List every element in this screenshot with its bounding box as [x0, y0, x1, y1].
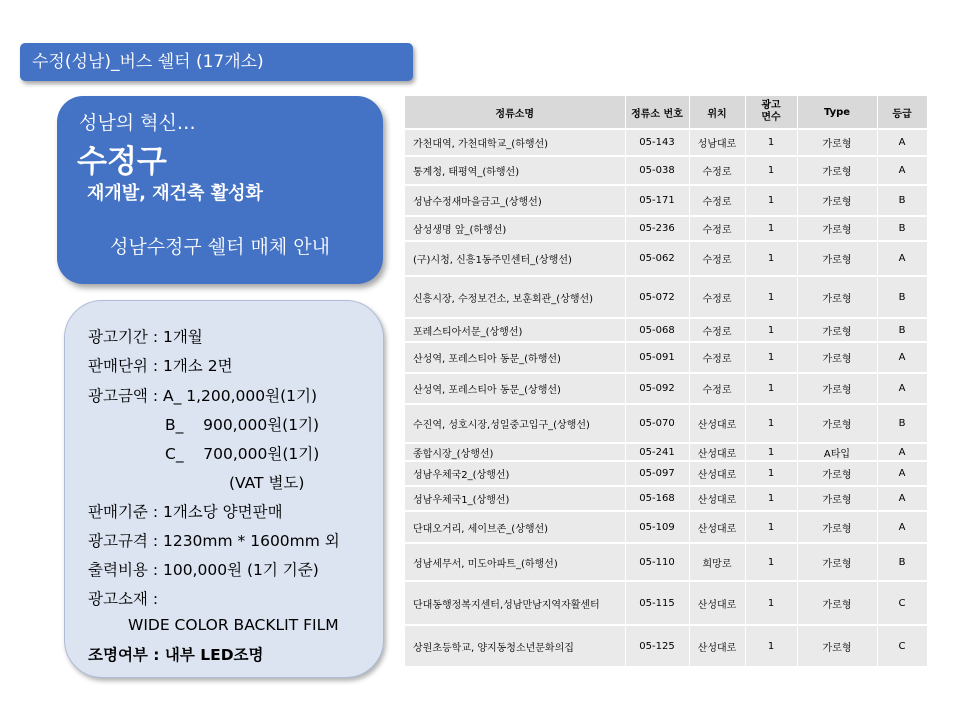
print-cost: 출력비용 : 100,000원 (1기 기준) [88, 561, 319, 579]
cell-stop-number: 05-070 [625, 404, 689, 443]
sale-standard: 판매기준 : 1개소당 양면판매 [88, 503, 283, 521]
cell-grade: B [877, 185, 927, 216]
cell-stop-name: 신흥시장, 수정보건소, 보훈회관_(상행선) [405, 276, 625, 318]
cell-stop-name: 종합시장_(상행선) [405, 443, 625, 461]
cell-location: 수정로 [689, 342, 745, 373]
cell-stop-name: 성남수정새마을금고_(상행선) [405, 185, 625, 216]
cell-type: 가로형 [797, 241, 877, 276]
header-stop-number: 정류소 번호 [625, 96, 689, 129]
page-title: 수정(성남)_버스 쉘터 (17개소) [20, 43, 413, 81]
promo-line-1: 성남의 혁신… [79, 112, 196, 134]
cell-location: 산성대로 [689, 625, 745, 666]
cell-grade: A [877, 486, 927, 511]
cell-faces: 1 [745, 543, 797, 581]
cell-grade: C [877, 625, 927, 666]
cell-stop-number: 05-091 [625, 342, 689, 373]
cell-stop-name: 산성역, 포레스티아 동문_(하행선) [405, 342, 625, 373]
cell-location: 산성대로 [689, 581, 745, 625]
ad-spec: 광고규격 : 1230mm * 1600mm 외 [88, 532, 340, 550]
table-row [405, 216, 927, 241]
cell-stop-number: 05-168 [625, 486, 689, 511]
sale-unit: 판매단위 : 1개소 2면 [88, 357, 233, 375]
cell-location: 수정로 [689, 216, 745, 241]
ad-info-box [64, 300, 384, 678]
table-row [405, 461, 927, 486]
header-grade: 등급 [877, 96, 927, 129]
cell-faces: 1 [745, 318, 797, 342]
cell-stop-name: 통계청, 태평역_(하행선) [405, 156, 625, 185]
cell-stop-number: 05-236 [625, 216, 689, 241]
table-row [405, 581, 927, 625]
cell-faces: 1 [745, 129, 797, 156]
header-location: 위치 [689, 96, 745, 129]
cell-grade: C [877, 581, 927, 625]
cell-type: 가로형 [797, 185, 877, 216]
cell-grade: A [877, 443, 927, 461]
cell-stop-name: 수진역, 성호시장,성일중고입구_(상행선) [405, 404, 625, 443]
table-row [405, 185, 927, 216]
cell-stop-number: 05-092 [625, 373, 689, 404]
promo-line-4: 성남수정구 쉘터 매체 안내 [110, 236, 331, 258]
cell-location: 산성대로 [689, 511, 745, 543]
cell-stop-name: 단대동행정복지센터,성남만남지역자활센터 [405, 581, 625, 625]
cell-stop-number: 05-143 [625, 129, 689, 156]
cell-grade: B [877, 216, 927, 241]
table-row [405, 342, 927, 373]
promo-box [57, 96, 383, 284]
cell-stop-number: 05-125 [625, 625, 689, 666]
table-row [405, 129, 927, 156]
cell-faces: 1 [745, 216, 797, 241]
cell-location: 산성대로 [689, 461, 745, 486]
table-row [405, 318, 927, 342]
cell-grade: A [877, 129, 927, 156]
header-type: Type [797, 96, 877, 129]
cell-faces: 1 [745, 373, 797, 404]
cell-stop-number: 05-097 [625, 461, 689, 486]
cell-stop-number: 05-171 [625, 185, 689, 216]
table-row [405, 276, 927, 318]
header-faces: 광고 면수 [745, 96, 797, 129]
cell-grade: A [877, 511, 927, 543]
cell-type: 가로형 [797, 461, 877, 486]
header-stop-name: 정류소명 [405, 96, 625, 129]
table-row [405, 443, 927, 461]
cell-grade: A [877, 373, 927, 404]
cell-grade: A [877, 342, 927, 373]
cell-location: 수정로 [689, 241, 745, 276]
table-row [405, 373, 927, 404]
cell-faces: 1 [745, 342, 797, 373]
cell-type: 가로형 [797, 129, 877, 156]
cell-stop-name: 성남우체국1_(상행선) [405, 486, 625, 511]
cell-location: 수정로 [689, 276, 745, 318]
cell-type: 가로형 [797, 625, 877, 666]
cell-faces: 1 [745, 185, 797, 216]
cell-faces: 1 [745, 276, 797, 318]
cell-type: 가로형 [797, 318, 877, 342]
cell-type: 가로형 [797, 581, 877, 625]
cell-location: 수정로 [689, 185, 745, 216]
cell-stop-name: 삼성생명 앞_(하행선) [405, 216, 625, 241]
lighting: 조명여부 : 내부 LED조명 [88, 646, 264, 664]
cell-type: 가로형 [797, 156, 877, 185]
cell-faces: 1 [745, 486, 797, 511]
cell-grade: A [877, 241, 927, 276]
cell-stop-number: 05-241 [625, 443, 689, 461]
price-a: 광고금액 : A_ 1,200,000원(1기) [88, 387, 318, 405]
cell-grade: B [877, 318, 927, 342]
cell-stop-number: 05-110 [625, 543, 689, 581]
table-row [405, 625, 927, 666]
cell-location: 수정로 [689, 373, 745, 404]
cell-stop-name: 성남우체국2_(상행선) [405, 461, 625, 486]
cell-location: 수정로 [689, 318, 745, 342]
cell-stop-number: 05-038 [625, 156, 689, 185]
table-row [405, 543, 927, 581]
cell-grade: B [877, 276, 927, 318]
cell-stop-name: 성남세무서, 미도아파트_(하행선) [405, 543, 625, 581]
cell-type: 가로형 [797, 404, 877, 443]
shelter-table [405, 96, 928, 666]
cell-type: 가로형 [797, 342, 877, 373]
material-label: 광고소재 : [88, 590, 159, 608]
cell-location: 성남대로 [689, 129, 745, 156]
cell-type: 가로형 [797, 276, 877, 318]
table-header-row [405, 96, 927, 129]
table-row [405, 156, 927, 185]
cell-location: 산성대로 [689, 404, 745, 443]
cell-faces: 1 [745, 241, 797, 276]
price-c: C_ 700,000원(1기) [165, 445, 320, 463]
cell-stop-number: 05-109 [625, 511, 689, 543]
cell-faces: 1 [745, 625, 797, 666]
cell-stop-number: 05-115 [625, 581, 689, 625]
price-b: B_ 900,000원(1기) [165, 416, 320, 434]
cell-type: 가로형 [797, 511, 877, 543]
cell-grade: A [877, 461, 927, 486]
cell-type: 가로형 [797, 486, 877, 511]
cell-grade: B [877, 404, 927, 443]
cell-grade: A [877, 156, 927, 185]
cell-stop-name: (구)시청, 신흥1동주민센터_(상행선) [405, 241, 625, 276]
cell-faces: 1 [745, 404, 797, 443]
cell-type: 가로형 [797, 543, 877, 581]
cell-faces: 1 [745, 461, 797, 486]
cell-faces: 1 [745, 443, 797, 461]
table-row [405, 486, 927, 511]
cell-stop-number: 05-072 [625, 276, 689, 318]
table-row [405, 404, 927, 443]
cell-faces: 1 [745, 156, 797, 185]
cell-stop-name: 산성역, 포레스티아 동문_(상행선) [405, 373, 625, 404]
cell-location: 수정로 [689, 156, 745, 185]
cell-stop-name: 상원초등학교, 양지동청소년문화의집 [405, 625, 625, 666]
cell-stop-number: 05-062 [625, 241, 689, 276]
table-row [405, 241, 927, 276]
cell-stop-name: 포레스티아서문_(상행선) [405, 318, 625, 342]
cell-faces: 1 [745, 511, 797, 543]
ad-period: 광고기간 : 1개월 [88, 328, 203, 346]
cell-location: 산성대로 [689, 486, 745, 511]
cell-stop-name: 가천대역, 가천대학교_(하행선) [405, 129, 625, 156]
promo-line-2: 수정구 [77, 144, 167, 180]
cell-grade: B [877, 543, 927, 581]
material-value: WIDE COLOR BACKLIT FILM [128, 616, 339, 634]
cell-faces: 1 [745, 581, 797, 625]
vat-note: (VAT 별도) [229, 474, 305, 492]
cell-type: 가로형 [797, 373, 877, 404]
table-row [405, 511, 927, 543]
cell-location: 희망로 [689, 543, 745, 581]
cell-type: A타입 [797, 443, 877, 461]
cell-location: 산성대로 [689, 443, 745, 461]
cell-type: 가로형 [797, 216, 877, 241]
promo-line-3: 재개발, 재건축 활성화 [87, 183, 263, 204]
cell-stop-number: 05-068 [625, 318, 689, 342]
cell-stop-name: 단대오거리, 세이브존_(상행선) [405, 511, 625, 543]
